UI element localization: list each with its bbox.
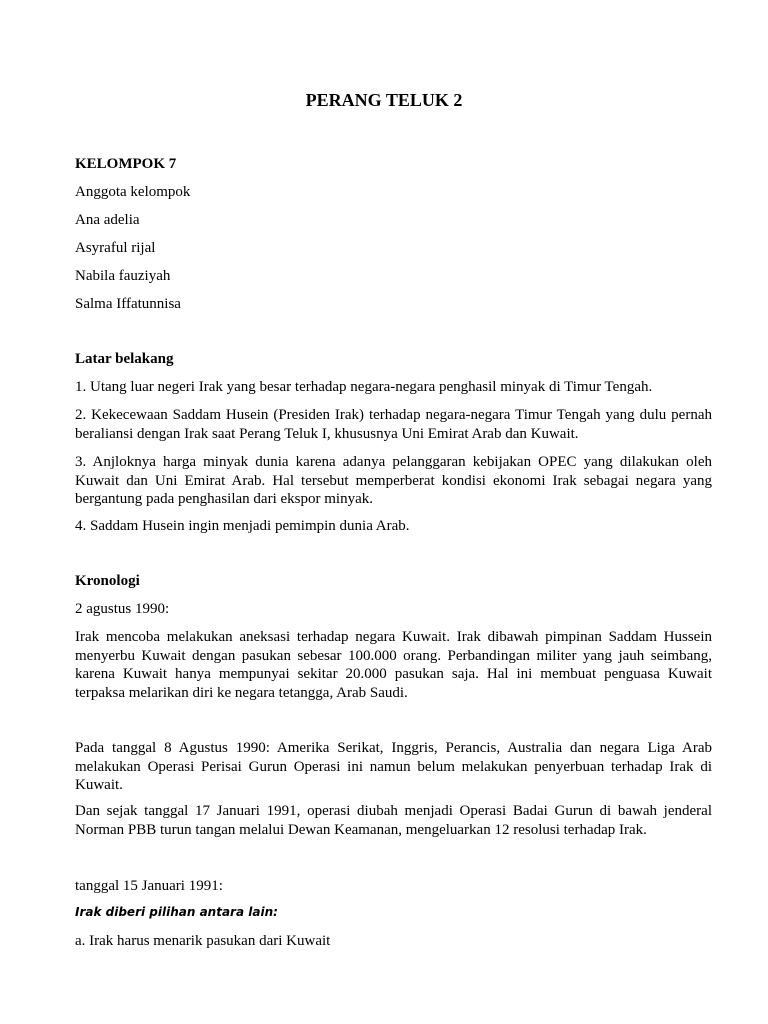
chronology-paragraph: Pada tanggal 8 Agustus 1990: Amerika Serikat, Inggris, Perancis, Australia dan negara Liga Arab melakukan Operasi Perisai Gurun Operasi ini namun belum melakukan penyerbuan terhadap Irak di Kuwait. xyxy=(75,740,712,793)
options-heading: Irak diberi pilihan antara lain: xyxy=(75,905,278,919)
member-item: Nabila fauziyah xyxy=(75,268,171,284)
members-label: Anggota kelompok xyxy=(75,184,191,200)
chronology-paragraph: Dan sejak tanggal 17 Januari 1991, operasi diubah menjadi Operasi Badai Gurun di bawah jenderal Norman PBB turun tangan melalui Dewan Keamanan, mengeluarkan 12 resolusi terhadap Irak. xyxy=(75,803,712,838)
background-point: 3. Anjloknya harga minyak dunia karena adanya pelanggaran kebijakan OPEC yang dilakukan oleh Kuwait dan Uni Emirat Arab. Hal tersebut memperberat kondisi ekonomi Irak sebagai negara yang bergantung pada penghasilan dari ekspor minyak. xyxy=(75,454,712,507)
member-item: Ana adelia xyxy=(75,212,140,228)
member-item: Salma Iffatunnisa xyxy=(75,296,181,312)
chronology-paragraph: Irak mencoba melakukan aneksasi terhadap negara Kuwait. Irak dibawah pimpinan Saddam Hussein menyerbu Kuwait dengan pasukan sebesar 100.000 orang. Perbandingan militer yang jauh seimbang, karena Kuwait hanya mempunyai sekitar 20.000 pasukan saja. Hal ini membuat penguasa Kuwait terpaksa melarikan diri ke negara tetangga, Arab Saudi. xyxy=(75,629,712,701)
background-heading: Latar belakang xyxy=(75,351,174,367)
chronology-date: 2 agustus 1990: xyxy=(75,601,170,617)
member-item: Asyraful rijal xyxy=(75,240,156,256)
chronology-heading: Kronologi xyxy=(75,573,140,589)
background-point: 2. Kekecewaan Saddam Husein (Presiden Irak) terhadap negara-negara Timur Tengah yang dulu pernah beraliansi dengan Irak saat Perang Teluk I, khususnya Uni Emirat Arab dan Kuwait. xyxy=(75,407,712,442)
document-title: PERANG TELUK 2 xyxy=(305,90,463,110)
group-heading: KELOMPOK 7 xyxy=(75,156,177,172)
background-point: 4. Saddam Husein ingin menjadi pemimpin dunia Arab. xyxy=(75,518,410,534)
option-item: a. Irak harus menarik pasukan dari Kuwait xyxy=(75,933,331,949)
background-point: 1. Utang luar negeri Irak yang besar terhadap negara-negara penghasil minyak di Timur Tengah. xyxy=(75,379,653,395)
chronology-date: tanggal 15 Januari 1991: xyxy=(75,878,223,894)
